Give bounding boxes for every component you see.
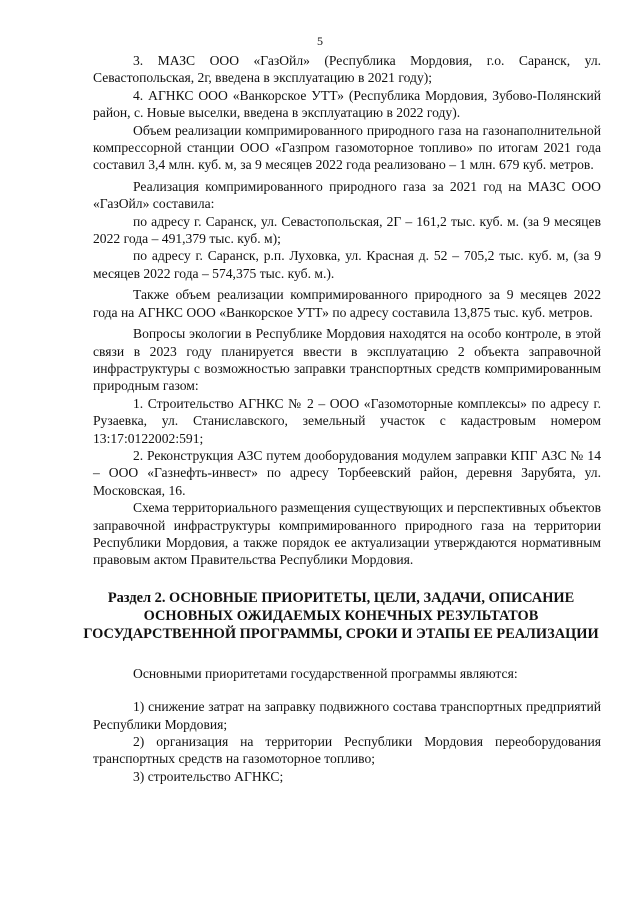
paragraph-address-lukhovka: по адресу г. Саранск, р.п. Луховка, ул. Красная д. 52 – 705,2 тыс. куб. м, (за 9 месяцев 2022 года – 574,375 тыс. куб. м.). (93, 248, 601, 281)
priority-item: 2) организация на территории Республики Мордовия переоборудования транспортных средств на газомоторное топливо; (93, 734, 601, 767)
paragraph-list-item-3: 3. МАЗС ООО «ГазОйл» (Республика Мордовия, г.о. Саранск, ул. Севастопольская, 2г, введена в эксплуатацию в 2021 году); (93, 53, 601, 86)
paragraph-vankor-sales: Также объем реализации компримированного природного за 9 месяцев 2022 года на АГНКС ООО «Ванкорское УТТ» по адресу составила 13,875 тыс. куб. метров. (93, 287, 601, 320)
priority-item: 3) строительство АГНКС; (133, 768, 284, 784)
section-heading: Раздел 2. ОСНОВНЫЕ ПРИОРИТЕТЫ, ЦЕЛИ, ЗАДАЧИ, ОПИСАНИЕ ОСНОВНЫХ ОЖИДАЕМЫХ КОНЕЧНЫХ РЕЗУЛЬТАТОВ ГОСУДАРСТВЕННОЙ ПРОГРАММЫ, СРОКИ И ЭТАПЫ ЕЕ РЕАЛИЗАЦИИ (83, 589, 599, 642)
paragraph-gazoil-sales: Реализация компримированного природного газа за 2021 год на МАЗС ООО «ГазОйл» составила: (93, 178, 601, 212)
paragraph-construction-agnks: 1. Строительство АГНКС № 2 – ООО «Газомоторные комплексы» по адресу г. Рузаевка, ул. Станиславского, земельный участок с кадастровым номером 13:17:0122002:591; (93, 395, 601, 446)
page-number: 5 (317, 34, 323, 48)
document-body (83, 52, 601, 785)
paragraph-sales-volume: Объем реализации компримированного природного газа на газонаполнительной компрессорной станции ООО «Газпром газомоторное топливо» по итогам 2021 года составил 3,4 млн. куб. м, за 9 месяцев 2022 года реализовано – 1 млн. 679 куб. метров. (93, 122, 601, 173)
priorities-intro: Основными приоритетами государственной программы являются: (133, 665, 518, 681)
paragraph-reconstruction-azs: 2. Реконструкция АЗС путем дооборудования модулем заправки КПГ АЗС № 14 – ООО «Газнефть-инвест» по адресу Торбеевский район, деревня Зарубята, ул. Московская, 16. (93, 447, 601, 498)
paragraph-placement-scheme: Схема территориального размещения существующих и перспективных объектов заправочной инфраструктуры компримированного природного газа на территории Республики Мордовия, а также порядок ее актуализации утверждаются нормативным правовым актом Правительства Республики Мордовия. (93, 500, 601, 568)
paragraph-address-sevastopolskaya: по адресу г. Саранск, ул. Севастопольская, 2Г – 161,2 тыс. куб. м. (за 9 месяцев 2022 года – 491,379 тыс. куб. м); (93, 213, 601, 247)
paragraph-ecology: Вопросы экологии в Республике Мордовия находятся на особо контроле, в этой связи в 2023 году планируется ввести в эксплуатацию 2 объекта заправочной инфраструктуры с возможностью заправки транспортных средств компримированным природным газом: (93, 326, 601, 394)
paragraph-list-item-4: 4. АГНКС ООО «Ванкорское УТТ» (Республика Мордовия, Зубово-Полянский район, с. Новые выселки, введена в эксплуатацию в 2022 году). (93, 87, 601, 121)
priority-item: 1) снижение затрат на заправку подвижного состава транспортных предприятий Республики Мордовия; (93, 699, 601, 732)
